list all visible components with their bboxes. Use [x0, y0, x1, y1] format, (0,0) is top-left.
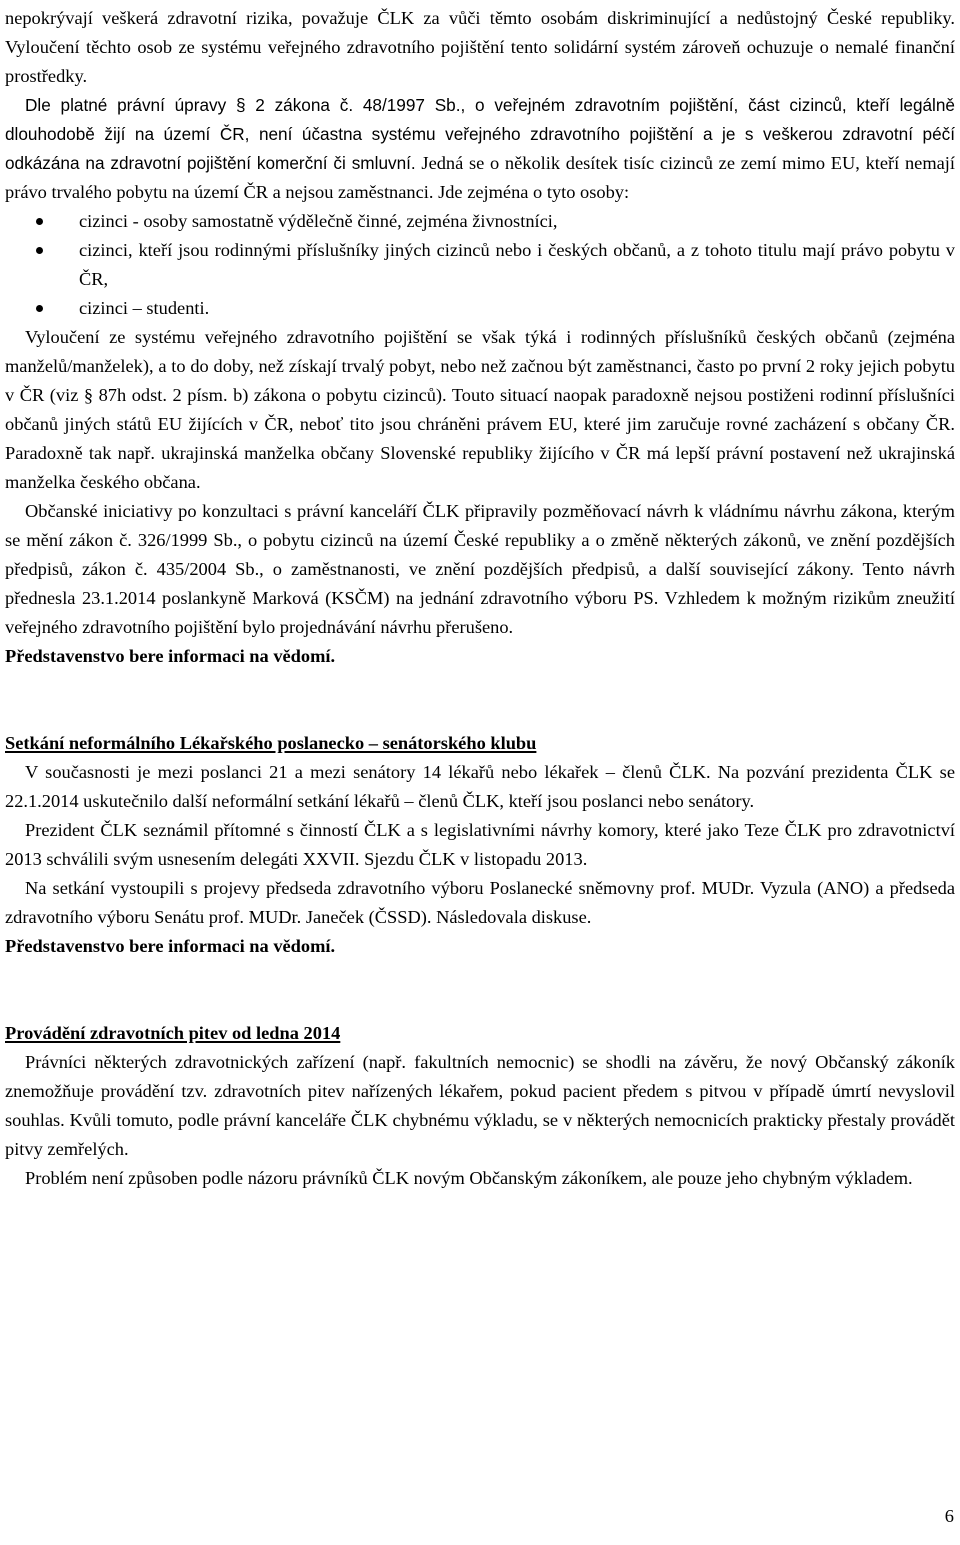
- board-conclusion-1: Představenstvo bere informaci na vědomí.: [5, 646, 336, 666]
- section-heading-autopsies: Provádění zdravotních pitev od ledna 2014: [5, 1023, 341, 1043]
- paragraph-legal-status-sans: Dle platné právní úpravy § 2 zákona č. 48/1997 Sb., o veřejném zdravotním pojištění, část cizinců, kteří legálně dlouhodobě žijí na území ČR, není účastna systému veřejného zdravotního pojištění a je s veškerou zdravotní péčí odkázána na zdravotní pojištění komerční či smluvní.: [5, 95, 955, 173]
- list-item: cizinci – studenti.: [5, 294, 955, 323]
- page-number: 6: [944, 1506, 954, 1526]
- list-item: cizinci - osoby samostatně výdělečně činné, zejména živnostníci,: [5, 207, 955, 236]
- foreigner-categories-list: [5, 207, 955, 323]
- paragraph-club-members: V současnosti je mezi poslanci 21 a mezi senátory 14 lékařů nebo lékařek – členů ČLK. Na pozvání prezidenta ČLK se 22.1.2014 uskutečnilo další neformální setkání lékařů – členů ČLK, kteří jsou poslanci nebo senátory.: [5, 762, 955, 811]
- paragraph-club-speeches: Na setkání vystoupili s projevy předseda zdravotního výboru Poslanecké sněmovny prof. MUDr. Vyzula (ANO) a předseda zdravotního výboru Senátu prof. MUDr. Janeček (ČSSD). Následovala diskuse.: [5, 878, 955, 927]
- paragraph-intro: nepokrývají veškerá zdravotní rizika, považuje ČLK za vůči těmto osobám diskriminující a nedůstojný České republiky. Vyloučení těchto osob ze systému veřejného zdravotního pojištění tento solidární systém zároveň ochuzuje o nemalé finanční prostředky.: [5, 8, 955, 86]
- paragraph-civic-initiatives: Občanské iniciativy po konzultaci s právní kanceláří ČLK připravily pozměňovací návrh k vládnímu návrhu zákona, kterým se mění zákon č. 326/1999 Sb., o pobytu cizinců na území České republiky a o změně některých zákonů, ve znění pozdějších předpisů, zákon č. 435/2004 Sb., o zaměstnanosti, ve znění pozdějších předpisů, a další související zákony. Tento návrh přednesla 23.1.2014 poslankyně Marková (KSČM) na jednání zdravotního výboru PS. Vzhledem k možným rizikům zneužití veřejného zdravotního pojištění bylo projednávání návrhu přerušeno.: [5, 501, 955, 637]
- paragraph-autopsies-problem: Problém není způsoben podle názoru právníků ČLK novým Občanským zákoníkem, ale pouze jeho chybným výkladem.: [25, 1168, 913, 1188]
- board-conclusion-2: Představenstvo bere informaci na vědomí.: [5, 936, 336, 956]
- paragraph-club-president: Prezident ČLK seznámil přítomné s činností ČLK a s legislativními návrhy komory, které jako Teze ČLK pro zdravotnictví 2013 schválili svým usnesením delegáti XXVII. Sjezdu ČLK v listopadu 2013.: [5, 820, 955, 869]
- paragraph-legal-status: [5, 91, 955, 207]
- list-item: cizinci, kteří jsou rodinnými příslušníky jiných cizinců nebo i českých občanů, a z tohoto titulu mají právo pobytu v ČR,: [5, 236, 955, 294]
- paragraph-family-members: Vyloučení ze systému veřejného zdravotního pojištění se však týká i rodinných příslušníků českých občanů (zejména manželů/manželek), a to do doby, než získají trvalý pobyt, nebo než začnou být zaměstnanci, často po první 2 roky jejich pobytu v ČR (viz § 87h odst. 2 písm. b) zákona o pobytu cizinců). Touto situací naopak paradoxně nejsou postiženi rodinní příslušníci občanů jiných států EU žijících v ČR, neboť tito jsou chráněni právem EU, které jim zaručuje rovné zacházení s občany ČR. Paradoxně tak např. ukrajinská manželka občany Slovenské republiky žijícího v ČR má lepší právní postavení než ukrajinská manželka českého občana.: [5, 327, 955, 492]
- paragraph-autopsies-lawyers: Právníci některých zdravotnických zařízení (např. fakultních nemocnic) se shodli na závěru, že nový Občanský zákoník znemožňuje provádění tzv. zdravotních pitev nařízených lékařem, pokud pacient předem s pitvou v případě úmrtí nevyslovil souhlas. Kvůli tomuto, podle právní kanceláře ČLK chybnému výkladu, se v některých nemocnicích prakticky přestaly provádět pitvy zemřelých.: [5, 1052, 955, 1159]
- section-heading-club: Setkání neformálního Lékařského poslanecko – senátorského klubu: [5, 733, 537, 753]
- paragraph-legal-status-serif: Jedná se o několik desítek tisíc cizinců ze zemí mimo EU, kteří nemají právo trvalého pobytu na území ČR a nejsou zaměstnanci. Jde zejména o tyto osoby:: [5, 153, 956, 202]
